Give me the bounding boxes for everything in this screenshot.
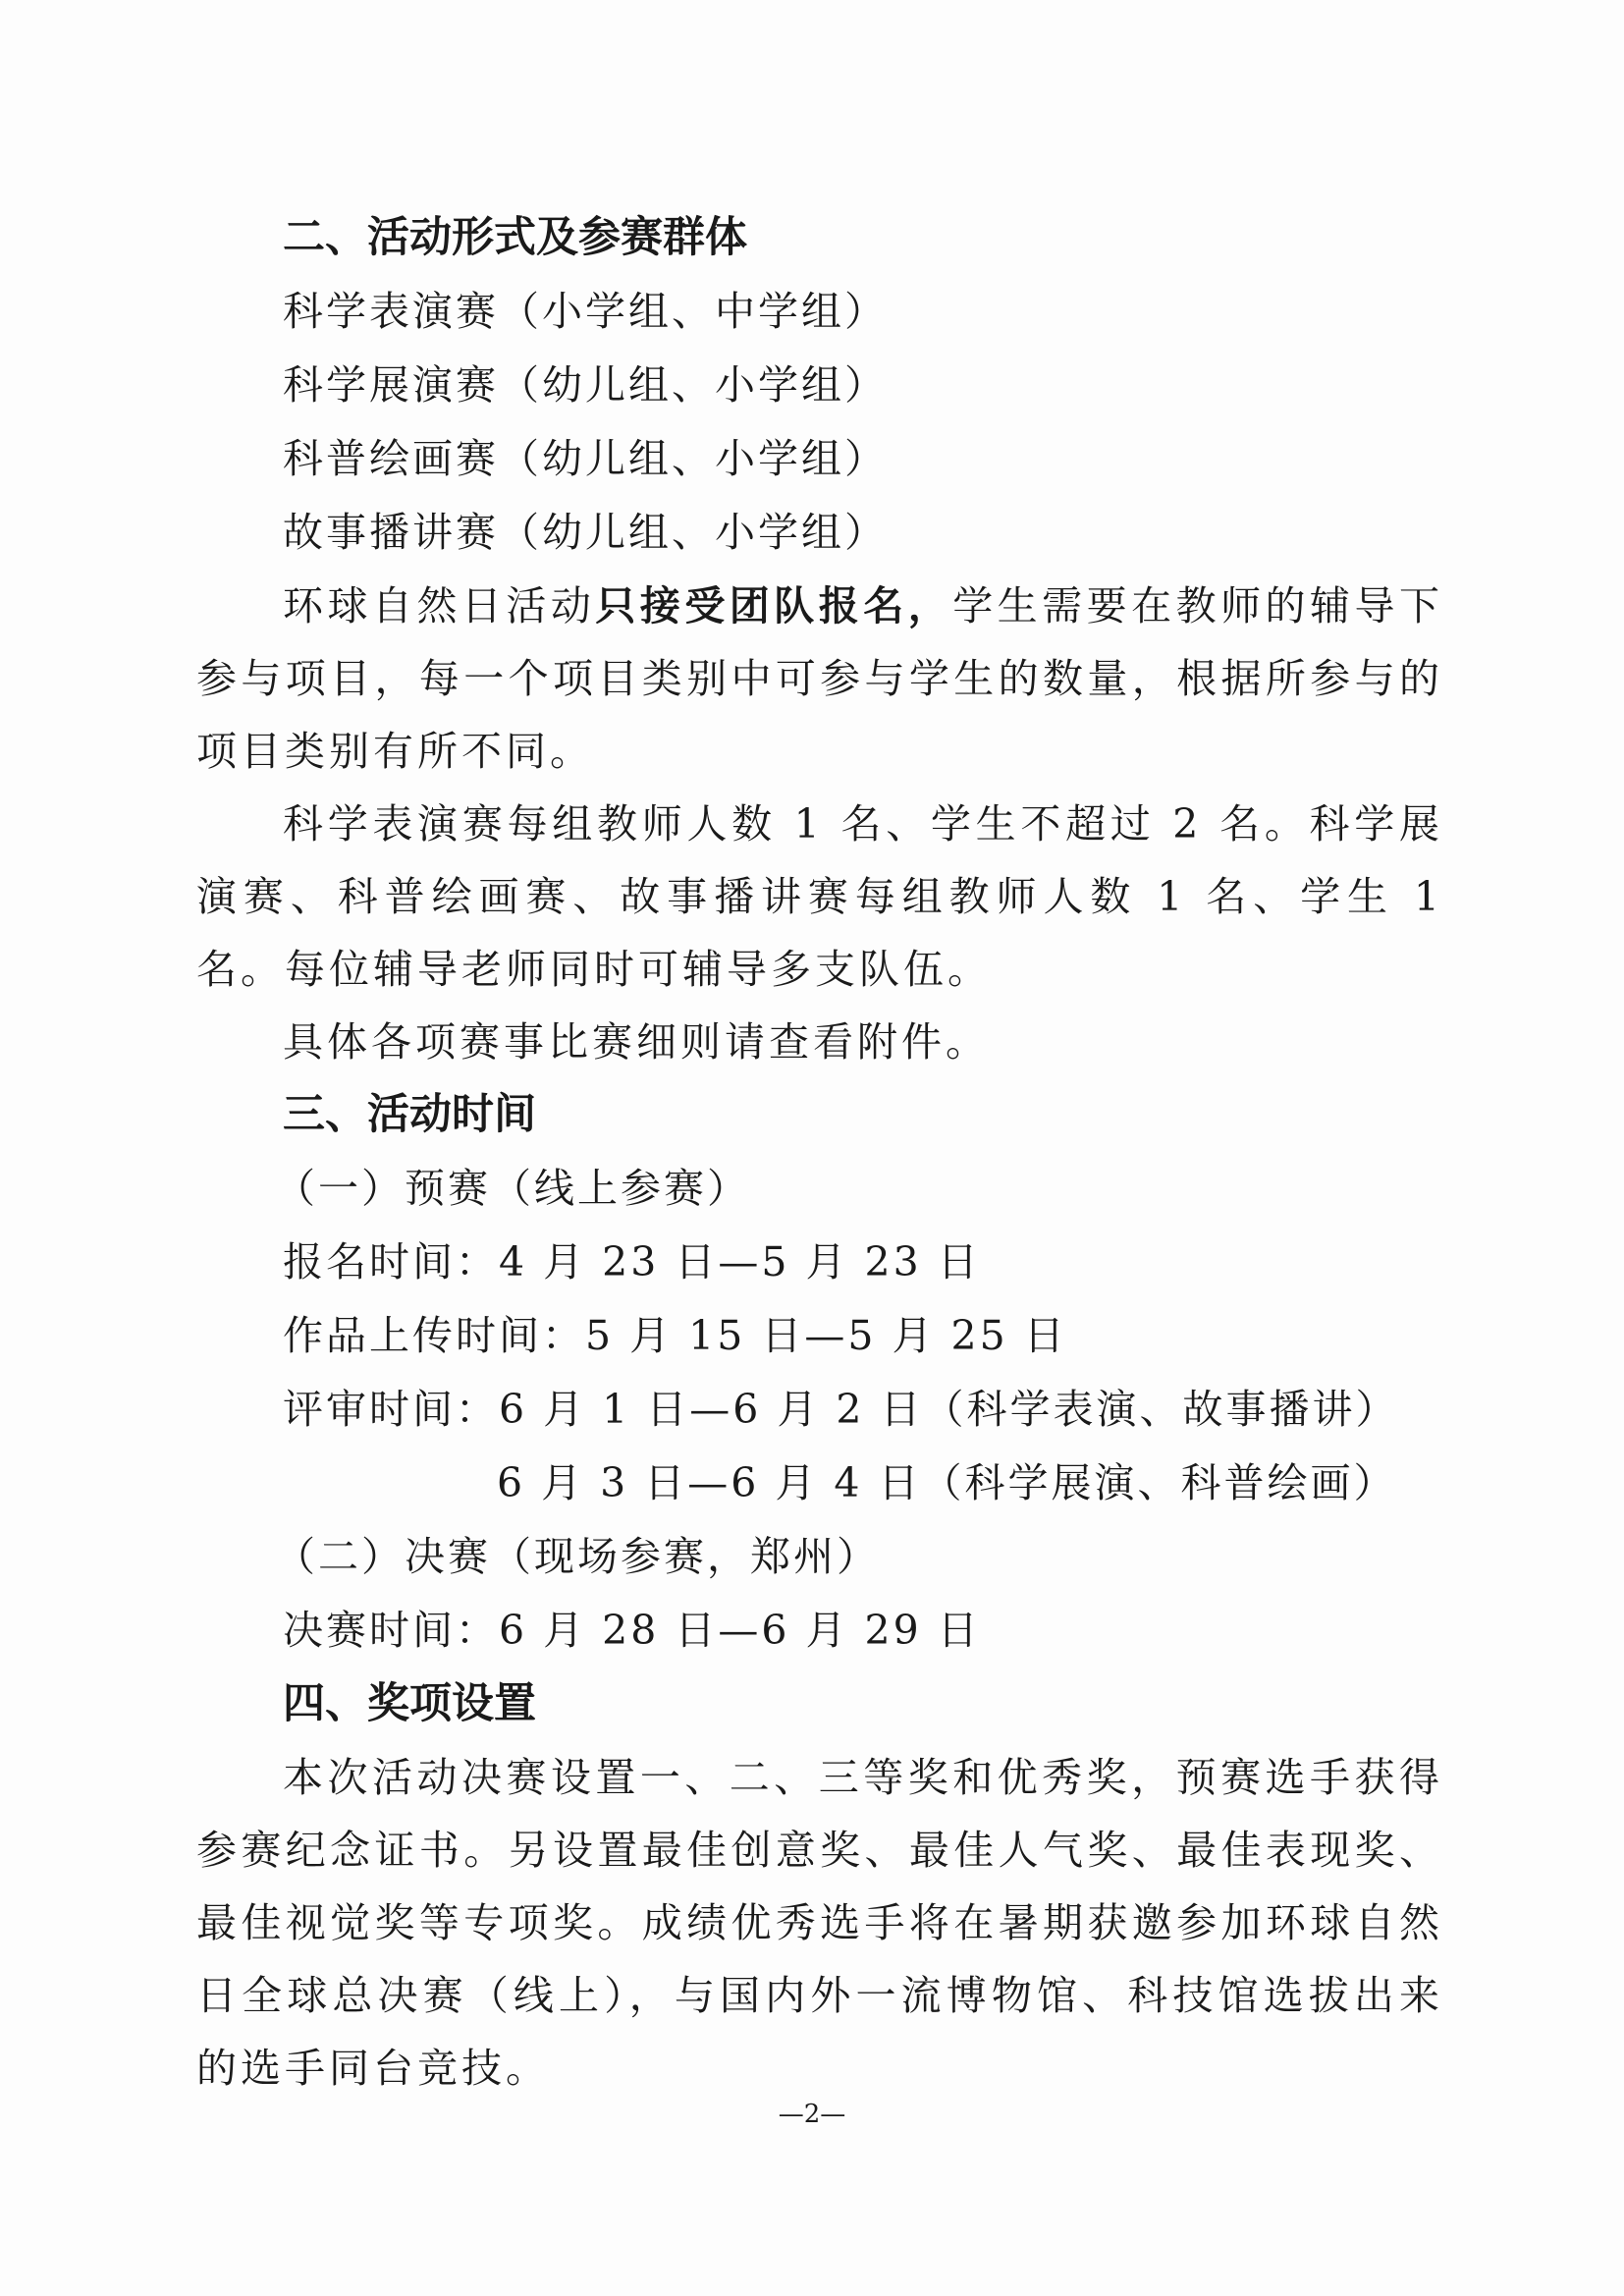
section-heading-format: 二、活动形式及参赛群体 [283, 213, 747, 262]
final-time: 决赛时间：6 月 28 日—6 月 29 日 [283, 1607, 981, 1654]
review-time-2-row [196, 1447, 1443, 1520]
section-heading-schedule: 三、活动时间 [283, 1090, 536, 1139]
prelim-title: （一）预赛（线上参赛） [275, 1165, 750, 1212]
para1-bold: 只接受团队报名， [595, 582, 953, 629]
item-science-painting: 科普绘画赛（幼儿组、小学组） [283, 435, 888, 482]
item-science-performance: 科学表演赛（小学组、中学组） [283, 288, 888, 335]
item-science-exhibition: 科学展演赛（幼儿组、小学组） [283, 361, 888, 409]
section-heading-awards: 四、奖项设置 [283, 1679, 536, 1728]
review-time-2: 6 月 3 日—6 月 4 日（科学展演、科普绘画） [497, 1459, 1397, 1506]
document-body [196, 201, 1443, 2105]
para1-post: 学生需要在教师的辅导下参与项目，每一个项目类别中可参与学生的数量，根据所参与的项目类别有所不同。 [196, 582, 1444, 775]
paragraph-attachment-note: 具体各项赛事比赛细则请查看附件。 [283, 1018, 990, 1066]
review-time-1: 评审时间：6 月 1 日—6 月 2 日（科学表演、故事播讲） [283, 1386, 1399, 1433]
registration-time: 报名时间：4 月 23 日—5 月 23 日 [283, 1238, 981, 1285]
final-title: （二）决赛（现场参赛，郑州） [275, 1533, 880, 1580]
upload-time: 作品上传时间：5 月 15 日—5 月 25 日 [283, 1312, 1067, 1359]
paragraph-team-registration [196, 570, 1443, 788]
para1-pre: 环球自然日活动 [283, 582, 596, 629]
page-number: —2— [778, 2100, 846, 2129]
item-story-telling: 故事播讲赛（幼儿组、小学组） [283, 509, 888, 556]
paragraph-awards: 本次活动决赛设置一、二、三等奖和优秀奖，预赛选手获得参赛纪念证书。另设置最佳创意奖、最佳人气奖、最佳表现奖、最佳视觉奖等专项奖。成绩优秀选手将在暑期获邀参加环球自然日全球总决赛（线上），与国内外一流博物馆、科技馆选拔出来的选手同台竞技。 [196, 1754, 1443, 2092]
paragraph-team-size: 科学表演赛每组教师人数 1 名、学生不超过 2 名。科学展演赛、科普绘画赛、故事播讲赛每组教师人数 1 名、学生 1 名。每位辅导老师同时可辅导多支队伍。 [196, 800, 1443, 993]
